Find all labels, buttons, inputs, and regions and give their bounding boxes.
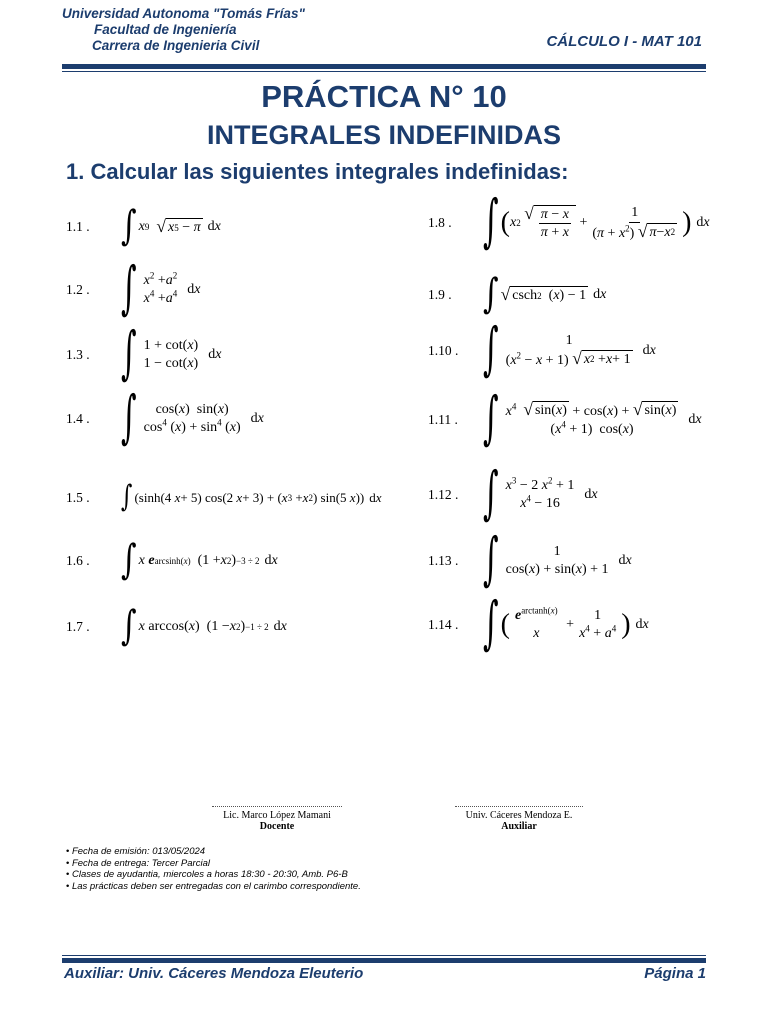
integral-expression: ∫ √ csch 2 ( x ) − 1 dx — [483, 270, 607, 318]
page-title: PRÁCTICA N° 10 — [261, 79, 507, 114]
problem-1-11 — [428, 385, 702, 452]
problem-1-10 — [428, 316, 656, 383]
problem-number: 1.14 . — [428, 616, 459, 632]
problem-number: 1.3 . — [66, 346, 90, 362]
problem-number: 1.11 . — [428, 411, 458, 427]
note-item: • Las prácticas deben ser entregadas con el carimbo correspondiente. — [66, 881, 361, 893]
header-rule — [62, 64, 706, 69]
integral-expression: ∫ 1 cos(x) + sin(x) + 1 dx — [483, 526, 632, 593]
page-number: Página 1 — [644, 965, 706, 982]
problem-number: 1.8 . — [428, 215, 452, 230]
problem-1-7 — [66, 602, 287, 650]
problem-1-14 — [428, 590, 649, 657]
signature-docente — [212, 806, 342, 832]
integral-expression: ∫ 1 + cot(x) 1 − cot(x) dx — [121, 320, 222, 387]
integral-expression: ∫ (sinh(4 x + 5) cos(2 x + 3) + ( x 3 + x 2 ) sin(5 x )) dx — [121, 480, 382, 515]
problem-1-3 — [66, 320, 222, 387]
problem-number: 1.4 . — [66, 410, 90, 426]
problem-number: 1.12 . — [428, 486, 459, 502]
problem-number: 1.5 . — [66, 490, 90, 505]
integral-expression: ∫ $x^4$ √ sin( x ) + cos(x) + √ sin( x ) $(x^4 + 1)$ cos(x) dx — [483, 385, 702, 452]
note-item: • Fecha de entrega: Tercer Parcial — [66, 858, 361, 870]
signature-auxiliar — [455, 806, 583, 832]
integral-expression: ∫ cos(x) sin(x) $\cos^4 (x) + \sin^4 (x)$ dx — [121, 384, 264, 451]
integral-expression: ∫ ( $e^{arctanh(x)}$ x + 1 $x^4 + a^4$ ) dx — [483, 590, 649, 657]
signature-line — [212, 806, 342, 807]
integral-expression: ∫ $x^3 - 2$ $x^2 + 1$ $x^4 - 16$ dx — [483, 460, 598, 527]
integral-expression: ∫ ( x 2 √ $\frac{\pi - x}{\pi + x}$ + 1 $(\pi + x^2)$ √ π − x 2 ) dx — [483, 188, 710, 256]
page-subtitle: INTEGRALES INDEFINIDAS — [206, 120, 562, 150]
problem-1-5 — [66, 480, 382, 515]
problem-1-6 — [66, 536, 278, 584]
footer-rule — [62, 958, 706, 963]
integral-expression: ∫ $x^2 +a^2$ $x^4 +a^4$ dx — [121, 255, 201, 322]
problem-number: 1.2 . — [66, 281, 90, 297]
notes-list — [66, 846, 361, 892]
signature-name: Univ. Cáceres Mendoza E. — [465, 810, 573, 821]
integral-expression: ∫ x e arcsinh(x) (1 + x 2 ) −3 ÷ 2 dx — [121, 536, 278, 584]
problem-1-4 — [66, 384, 264, 451]
problem-1-8 — [428, 188, 710, 256]
problem-1-2 — [66, 255, 201, 322]
university-name: Universidad Autonoma "Tomás Frías" — [62, 6, 305, 21]
note-item: • Fecha de emisión: 013/05/2024 — [66, 846, 361, 858]
problem-number: 1.7 . — [66, 619, 90, 634]
problem-1-9 — [428, 270, 607, 318]
course-code: CÁLCULO I - MAT 101 — [546, 33, 702, 50]
footer-author: Auxiliar: Univ. Cáceres Mendoza Eleuterio — [64, 965, 364, 982]
signature-role: Docente — [259, 821, 295, 832]
header-rule-thin — [62, 71, 706, 72]
problem-1-12 — [428, 460, 598, 527]
problem-number: 1.1 . — [66, 219, 90, 234]
section-heading: 1. Calcular las siguientes integrales indefinidas: — [66, 159, 569, 184]
problem-number: 1.6 . — [66, 553, 90, 568]
signature-line — [455, 806, 583, 807]
integral-expression: ∫ x arccos( x ) (1 − x 2 ) −1 ÷ 2 dx — [121, 602, 287, 650]
problem-1-13 — [428, 526, 632, 593]
faculty-name: Facultad de Ingeniería — [94, 22, 237, 37]
problem-number: 1.9 . — [428, 287, 452, 302]
integral-expression: ∫ 1 $(x^2 - x + 1)$ √ x 2 + x + 1 dx — [483, 316, 656, 383]
career-name: Carrera de Ingenieria Civil — [92, 38, 260, 53]
signature-role: Auxiliar — [501, 821, 537, 832]
problem-1-1 — [66, 202, 221, 250]
header-institution — [62, 6, 305, 54]
problem-number: 1.13 . — [428, 552, 459, 568]
footer-rule-thin — [62, 955, 706, 956]
signature-name: Lic. Marco López Mamani — [223, 810, 331, 821]
integral-expression: ∫ x 9 √ x 5 − π dx — [121, 202, 221, 250]
problem-number: 1.10 . — [428, 342, 459, 358]
note-item: • Clases de ayudantia, miercoles a horas 18:30 - 20:30, Amb. P6-B — [66, 869, 361, 881]
